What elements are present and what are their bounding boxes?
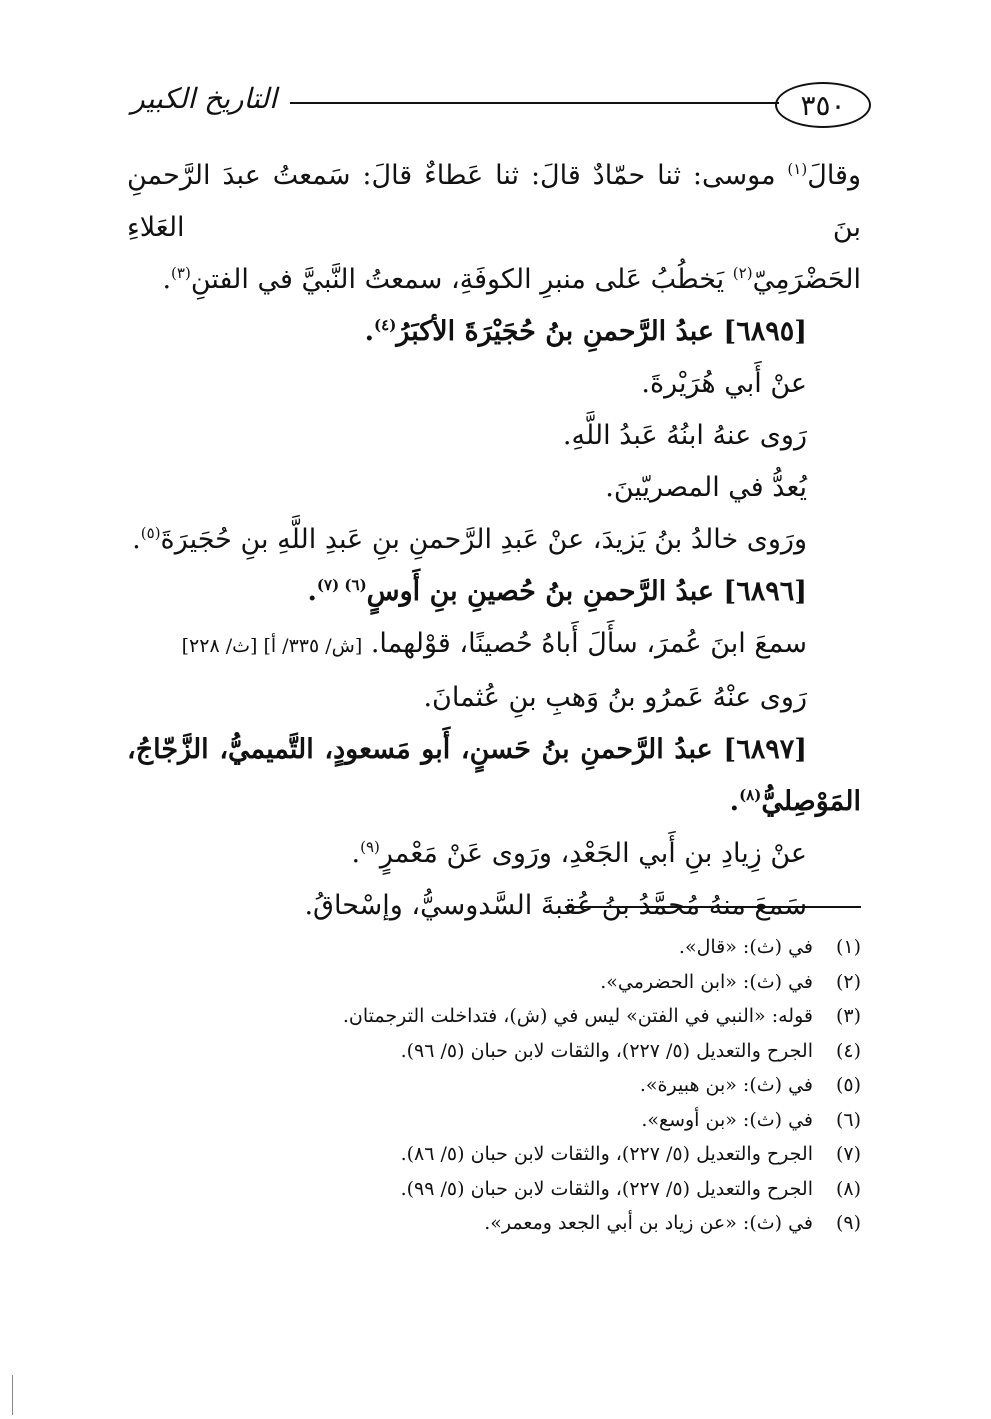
footnote [127,930,861,965]
footnote-number: (٦) [835,1108,861,1131]
footnote-text: في (ث): «بن أوسع». [641,1108,813,1131]
footnote-number: (١) [835,936,861,958]
footnote [127,1068,861,1103]
page-number: ٣٥٠ [775,82,871,128]
manuscript-ref: [ش/ ٣٣٥/ أ] [ث/ ٢٢٨] [181,635,363,657]
text-line: رَوى عنْهُ عَمرُو بنُ وَهبِ بنِ عُثمانَ. [423,682,807,713]
entry-heading: [٦٨٩٦] عبدُ الرَّحمنِ بنُ حُصينِ بنِ أَوسٍ$^{(٦) (٧)}$. [307,576,807,607]
text-line: ورَوى خالدُ بنُ يَزيدَ، عنْ عَبدِ الرَّحمنِ بنِ عَبدِ اللَّهِ بنِ حُجَيرَةَ$^{(٥)}$. [132,524,807,555]
footnote-ref: (٨) [739,786,762,804]
footnote [127,1034,861,1069]
footnote-text: في (ث): «ابن الحضرمي». [600,970,813,993]
footnote [127,1103,861,1138]
footnote-number: (٥) [835,1074,861,1096]
main-text [127,150,861,932]
footnote-text: في (ث): «بن هبيرة». [639,1074,813,1096]
footnote-ref: (٤) [374,316,397,334]
footnote-text: في (ث): «قال». [678,936,813,958]
text-line: وقالَ$^{(١)}$ موسى: ثنا حمّادٌ قالَ: ثنا عَطاءٌ قالَ: سَمعتُ عبدَ الرَّحمنِ بنَ العَلاءِ [127,160,861,243]
footnote [127,1137,861,1172]
footnote [127,999,861,1034]
footnote-text: الجرح والتعديل (٥/ ٢٢٧)، والثقات لابن حبان (٥/ ٩٦). [400,1039,813,1062]
book-title: التاريخ الكبير [131,82,277,115]
footnote-ref: (١) [787,160,808,178]
header-rule [290,102,779,104]
entry-heading: [٦٨٩٧] عبدُ الرَّحمنِ بنُ حَسنٍ، أَبو مَسعودٍ، التَّميميُّ، الزَّجّاجُ، [127,734,807,765]
footnote-ref: (٢) [732,264,753,282]
footnote-ref: (٩) [360,838,380,856]
footnote-number: (٨) [835,1177,861,1200]
page-header [120,78,871,134]
footnote-text: في (ث): «عن زياد بن أبي الجعد ومعمر». [484,1212,813,1234]
footnote-ref: (٥) [140,524,161,542]
footnote-ref: (٣) [171,264,191,282]
entry-heading: [٦٨٩٥] عبدُ الرَّحمنِ بنُ حُجَيْرَةَ الأكبَرُ$^{(٤)}$. [364,316,807,347]
entry-heading-continued: المَوْصِليُّ$^{(٨)}$. [729,786,861,817]
text-line: الحَضْرَمِيّ$^{(٢)}$ يَخطُبُ عَلى منبرِ الكوفَةِ، سمعتُ النَّبيَّ في الفتنِ$^{(٣)}$. [162,264,861,295]
footnote-ref: (٦) (٧) [316,576,367,594]
footnote-rule [565,906,861,908]
footnote [127,1206,861,1241]
text-line: عنْ أَبي هُرَيْرةَ. [641,368,807,399]
footnote [127,1172,861,1207]
text-line: رَوى عنهُ ابنُهُ عَبدُ اللَّهِ. [562,420,807,451]
footnote-number: (٣) [835,1005,861,1027]
footnote-text: قوله: «النبي في الفتن» ليس في (ش)، فتداخلت الترجمتان. [342,1005,813,1027]
footnotes [127,930,861,1241]
text-line: سمعَ ابنَ عُمرَ، سأَلَ أَباهُ حُصينًا، قوْلهما. [ش/ ٣٣٥/ أ] [ث/ ٢٢٨] [181,628,807,659]
footnote-number: (٤) [835,1039,861,1062]
text-line: عنْ زِيادِ بنِ أَبي الجَعْدِ، ورَوى عَنْ مَعْمرٍ$^{(٩)}$. [351,838,807,869]
footnote-number: (٩) [835,1212,861,1234]
footnote-number: (٧) [835,1143,861,1165]
footnote-text: الجرح والتعديل (٥/ ٢٢٧)، والثقات لابن حبان (٥/ ٨٦). [400,1143,813,1165]
footnote [127,965,861,1000]
footnote-text: الجرح والتعديل (٥/ ٢٢٧)، والثقات لابن حبان (٥/ ٩٩). [400,1177,813,1200]
text-line: سَمعَ منهُ مُحمَّدُ بنُ عُقبةَ السَّدوسيُّ، وإسْحاقُ. [304,890,807,921]
footnote-number: (٢) [835,970,861,993]
text-line: يُعدُّ في المصريّينَ. [605,472,807,503]
scan-edge-mark [12,1375,15,1415]
